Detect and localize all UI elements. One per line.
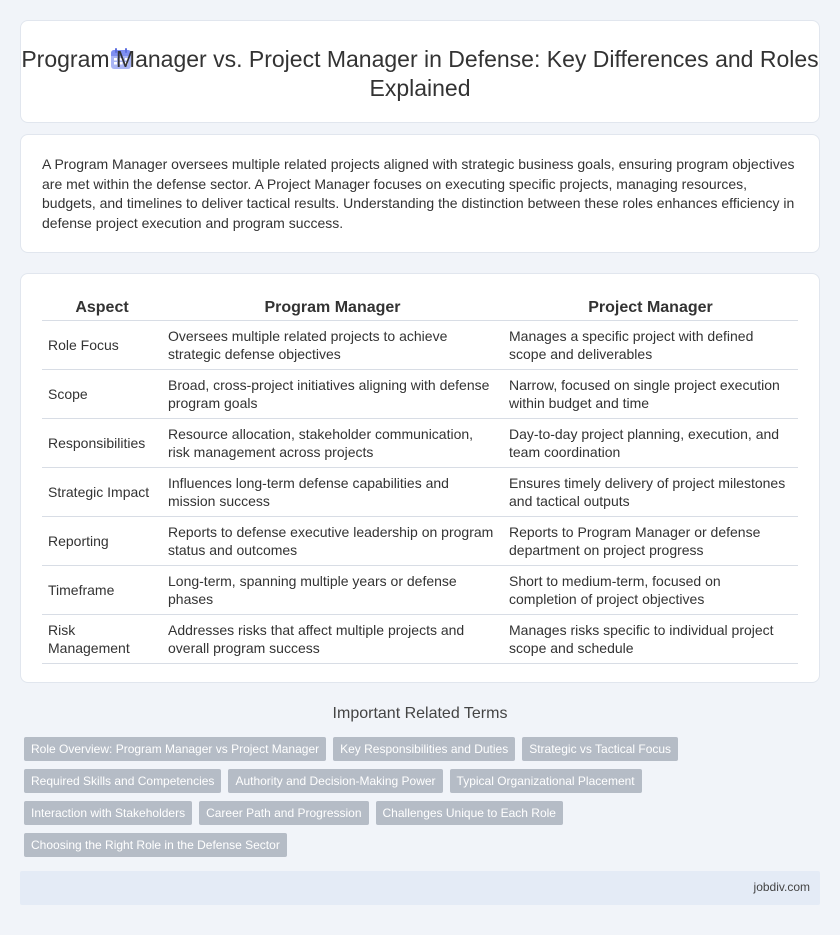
related-tag[interactable]: Career Path and Progression: [199, 801, 368, 825]
tag-row: [24, 801, 704, 825]
related-tag[interactable]: Required Skills and Competencies: [24, 769, 221, 793]
page-title: Program Manager vs. Project Manager in Defense: Key Differences and Roles Explained: [21, 46, 819, 101]
cell-program: Resource allocation, stakeholder communication, risk management across projects: [162, 419, 503, 468]
intro-text: A Program Manager oversees multiple related projects aligned with strategic business goals, ensuring program objectives are met within the defense sector. A Project Manager focuses on executing specific projects, managing resources, budgets, and timelines to deliver tactical results. Understanding the distinction between these roles enhances efficiency in defense project execution and program success.: [42, 156, 795, 231]
header-project-manager: Project Manager: [503, 296, 798, 321]
cell-aspect: Scope: [42, 370, 162, 419]
cell-program: Oversees multiple related projects to achieve strategic defense objectives: [162, 321, 503, 370]
table-row: [42, 468, 798, 517]
cell-aspect: Reporting: [42, 517, 162, 566]
header-card: [20, 20, 820, 123]
cell-program: Influences long-term defense capabilities and mission success: [162, 468, 503, 517]
cell-project: Manages risks specific to individual project scope and schedule: [503, 615, 798, 664]
tag-row: [24, 833, 704, 857]
tag-row: [24, 769, 704, 793]
footer: [20, 871, 820, 905]
cell-program: Broad, cross-project initiatives aligning with defense program goals: [162, 370, 503, 419]
cell-program: Long-term, spanning multiple years or defense phases: [162, 566, 503, 615]
related-terms-title: Important Related Terms: [332, 705, 508, 722]
table-row: [42, 370, 798, 419]
cell-aspect: Timeframe: [42, 566, 162, 615]
table-header-row: [42, 296, 798, 321]
cell-aspect: Responsibilities: [42, 419, 162, 468]
header-aspect: Aspect: [42, 296, 162, 321]
cell-project: Short to medium-term, focused on completion of project objectives: [503, 566, 798, 615]
tag-row: [24, 737, 704, 761]
related-terms-tags: [24, 737, 704, 865]
comparison-card: [20, 273, 820, 683]
cell-program: Addresses risks that affect multiple projects and overall program success: [162, 615, 503, 664]
related-tag[interactable]: Challenges Unique to Each Role: [376, 801, 563, 825]
header-program-manager: Program Manager: [162, 296, 503, 321]
related-tag[interactable]: Typical Organizational Placement: [450, 769, 642, 793]
comparison-table: [42, 296, 798, 664]
cell-project: Manages a specific project with defined scope and deliverables: [503, 321, 798, 370]
cell-project: Day-to-day project planning, execution, and team coordination: [503, 419, 798, 468]
table-row: [42, 615, 798, 664]
table-row: [42, 419, 798, 468]
table-row: [42, 566, 798, 615]
cell-project: Ensures timely delivery of project milestones and tactical outputs: [503, 468, 798, 517]
table-row: [42, 517, 798, 566]
cell-project: Narrow, focused on single project execution within budget and time: [503, 370, 798, 419]
cell-project: Reports to Program Manager or defense department on project progress: [503, 517, 798, 566]
cell-program: Reports to defense executive leadership on program status and outcomes: [162, 517, 503, 566]
footer-site-link[interactable]: jobdiv.com: [753, 880, 810, 894]
cell-aspect: Role Focus: [42, 321, 162, 370]
intro-card: [20, 134, 820, 253]
related-tag[interactable]: Interaction with Stakeholders: [24, 801, 192, 825]
related-tag[interactable]: Authority and Decision-Making Power: [228, 769, 442, 793]
cell-aspect: Risk Management: [42, 615, 162, 664]
related-tag[interactable]: Role Overview: Program Manager vs Project Manager: [24, 737, 326, 761]
related-tag[interactable]: Strategic vs Tactical Focus: [522, 737, 678, 761]
cell-aspect: Strategic Impact: [42, 468, 162, 517]
related-tag[interactable]: Key Responsibilities and Duties: [333, 737, 515, 761]
related-tag[interactable]: Choosing the Right Role in the Defense Sector: [24, 833, 287, 857]
table-row: [42, 321, 798, 370]
